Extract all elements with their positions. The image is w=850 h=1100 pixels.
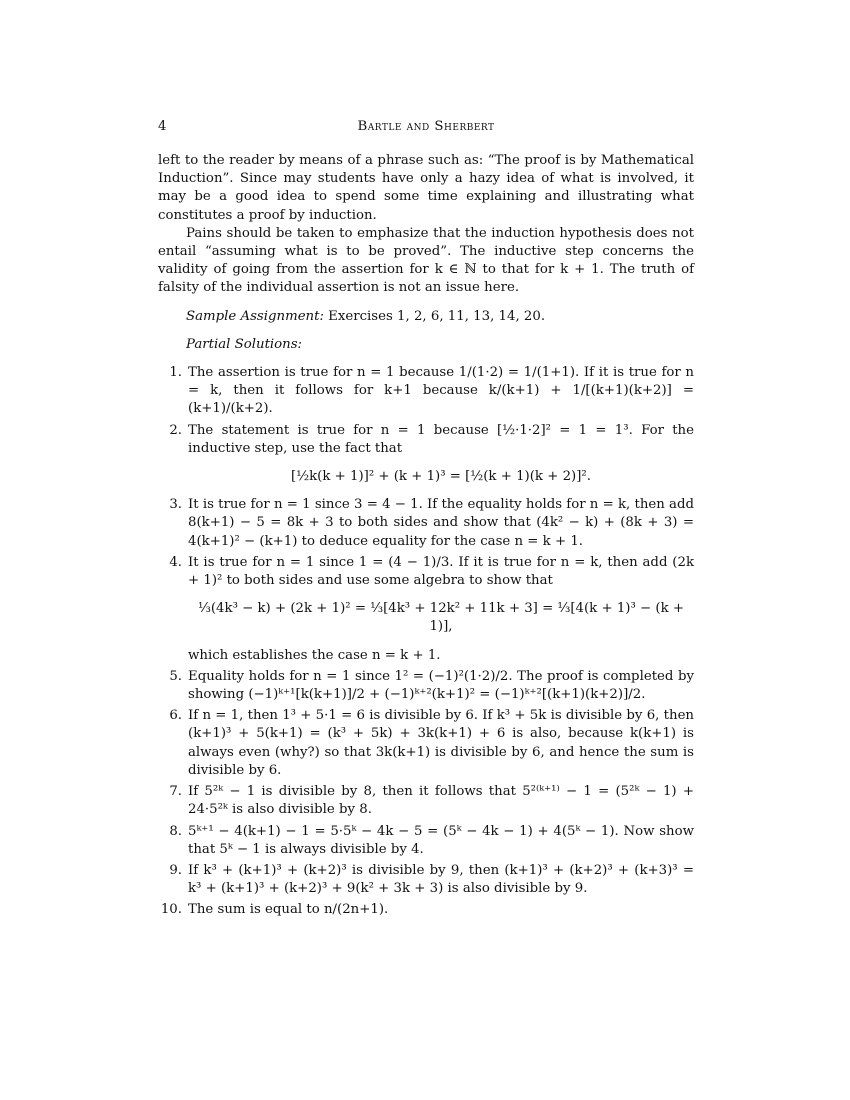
- solutions-list: [158, 364, 694, 919]
- solution-number: 5.: [169, 668, 182, 684]
- solution-number: 9.: [169, 862, 182, 878]
- solution-number: 10.: [160, 902, 182, 918]
- solution-number: 6.: [169, 708, 182, 724]
- sample-assignment-label: Sample Assignment:: [186, 308, 324, 324]
- solution-number: 4.: [169, 554, 182, 570]
- solution-item: [158, 862, 694, 898]
- solution-item: [158, 823, 694, 859]
- solution-text: If 5²ᵏ − 1 is divisible by 8, then it follows that 5²⁽ᵏ⁺¹⁾ − 1 = (5²ᵏ − 1) + 24·5²ᵏ is also divisible by 8.: [188, 784, 694, 818]
- solution-text: If k³ + (k+1)³ + (k+2)³ is divisible by 9, then (k+1)³ + (k+2)³ + (k+3)³ = k³ + (k+1)³ + (k+2)³ + 9(k² + 3k + 3) is also divisible by 9.: [188, 862, 694, 897]
- solution-number: 8.: [169, 823, 182, 839]
- display-equation: [½k(k + 1)]² + (k + 1)³ = [½(k + 1)(k + 2)]².: [291, 469, 591, 485]
- intro-paragraph-1: left to the reader by means of a phrase such as: “The proof is by Mathematical Induction”. Since may students have only a hazy idea of what is involved, it may be a good idea to spend some time explaining and illustrating what constitutes a proof by induction.: [158, 153, 694, 223]
- display-equation: ⅓(4k³ − k) + (2k + 1)² = ⅓[4k³ + 12k² + 11k + 3] = ⅓[4(k + 1)³ − (k + 1)],: [197, 601, 685, 635]
- solution-item: [158, 783, 694, 819]
- solution-text: 5ᵏ⁺¹ − 4(k+1) − 1 = 5·5ᵏ − 4k − 5 = (5ᵏ − 4k − 1) + 4(5ᵏ − 1). Now show that 5ᵏ − 1 is always divisible by 4.: [188, 823, 694, 857]
- solution-item: [158, 707, 694, 780]
- solution-number: 2.: [169, 422, 182, 438]
- solution-text: Equality holds for n = 1 since 1² = (−1)²(1·2)/2. The proof is completed by showing (−1)ᵏ⁺¹[k(k+1)]/2 + (−1)ᵏ⁺²(k+1)² = (−1)ᵏ⁺²[(k+1)(k+2)]/2.: [188, 668, 694, 703]
- solution-item: [158, 496, 694, 551]
- page-header: [158, 118, 694, 138]
- solution-number: 1.: [169, 365, 182, 381]
- solution-item: [158, 554, 694, 665]
- solution-text: The statement is true for n = 1 because [½·1·2]² = 1 = 1³. For the inductive step, use the fact that: [188, 422, 694, 456]
- solution-text: It is true for n = 1 since 3 = 4 − 1. If the equality holds for n = k, then add 8(k+1) − 5 = 8k + 3 to both sides and show that (4k² − k) + (8k + 3) = 4(k+1)² − (k+1) to deduce equality for the case n = k + 1.: [188, 497, 694, 549]
- document-page: [158, 118, 694, 923]
- running-title: Bartle and Sherbert: [357, 119, 495, 134]
- sample-assignment: [158, 308, 694, 326]
- solution-item: [158, 668, 694, 704]
- partial-solutions-label: Partial Solutions:: [186, 336, 303, 352]
- solution-text: The sum is equal to n/(2n+1).: [188, 902, 389, 918]
- solution-text: It is true for n = 1 since 1 = (4 − 1)/3. If it is true for n = k, then add (2k + 1)² to both sides and use some algebra to show that: [188, 554, 694, 589]
- solution-item: [158, 422, 694, 487]
- solution-text: If n = 1, then 1³ + 5·1 = 6 is divisible by 6. If k³ + 5k is divisible by 6, then (k+1)³ + 5(k+1) = (k³ + 5k) + 3k(k+1) + 6 is also, because k(k+1) is always even (why?) so that 3k(k+1) is divisible by 6, and hence the sum is divisible by 6.: [188, 708, 694, 778]
- solution-text: The assertion is true for n = 1 because 1/(1·2) = 1/(1+1). If it is true for n = k, then it follows for k+1 because k/(k+1) + 1/[(k+1)(k+2)] = (k+1)/(k+2).: [188, 365, 694, 417]
- page-number: 4: [158, 119, 167, 134]
- solution-number: 3.: [169, 497, 182, 513]
- sample-assignment-text: Exercises 1, 2, 6, 11, 13, 14, 20.: [323, 308, 546, 324]
- solution-item: [158, 364, 694, 419]
- intro-paragraph-2: Pains should be taken to emphasize that the induction hypothesis does not entail “assuming what is to be proved”. The inductive step concerns the validity of going from the assertion for k ∈ ℕ to that for k + 1. The truth of falsity of the individual assertion is not an issue here.: [158, 225, 694, 296]
- solution-item: [158, 901, 694, 919]
- solution-number: 7.: [169, 784, 182, 800]
- solution-continuation: which establishes the case n = k + 1.: [188, 647, 441, 663]
- partial-solutions-heading: [158, 336, 694, 354]
